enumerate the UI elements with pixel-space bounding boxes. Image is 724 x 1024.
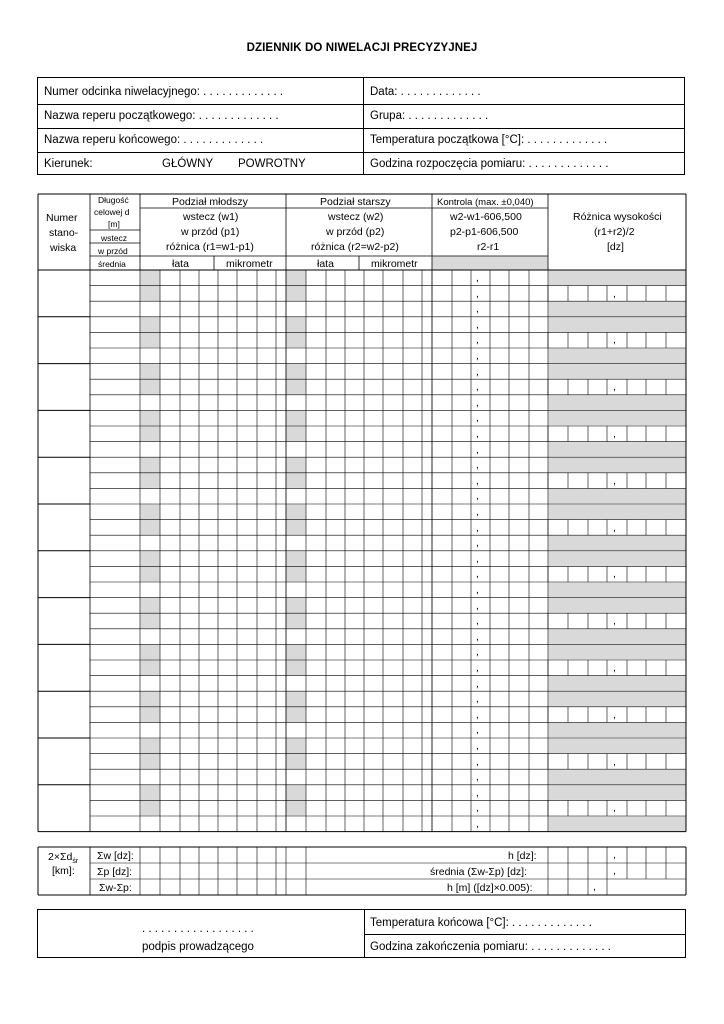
starszy-roznica: różnica (r2=w2-p2)	[311, 241, 399, 253]
kontrola-header: Kontrola (max. ±0,040)	[437, 197, 534, 208]
comma-marker: ,	[613, 865, 616, 877]
dlugosc-header-2: celowej d	[94, 207, 130, 217]
shaded-cell	[549, 692, 686, 707]
numer-header-3: wiska	[50, 242, 77, 254]
srednia-sum-label: średnia (Σw-Σp) [dz]:	[430, 866, 528, 878]
reper-poczatkowy-field[interactable]: Nazwa reperu początkowego: . . . . . . . . . . . . .	[44, 110, 279, 122]
temperatura-poczatkowa-field[interactable]: Temperatura początkowa [°C]: . . . . . . . . . . . . .	[370, 134, 608, 146]
comma-marker: ,	[476, 630, 479, 643]
comma-marker: ,	[476, 443, 479, 456]
comma-marker: ,	[613, 708, 616, 721]
reper-koncowy-field[interactable]: Nazwa reperu końcowego: . . . . . . . . . . . . .	[44, 134, 264, 146]
signature-dots[interactable]: . . . . . . . . . . . . . . . . . .	[142, 923, 254, 935]
shaded-cell	[141, 629, 286, 644]
godzina-rozpoczecia-field[interactable]: Godzina rozpoczęcia pomiaru: . . . . . . . . . . . . .	[370, 158, 609, 170]
shaded-cell	[549, 598, 686, 613]
shaded-cell	[549, 739, 686, 754]
roznica-unit: [dz]	[607, 241, 624, 253]
shaded-cell	[141, 676, 286, 691]
comma-marker: ,	[476, 615, 479, 628]
shaded-cell	[549, 676, 686, 691]
comma-marker: ,	[476, 318, 479, 331]
swsp-label: Σw-Σp:	[99, 882, 132, 894]
hm-label: h [m] ([dz]×0.005):	[447, 882, 533, 894]
shaded-cell	[549, 271, 686, 286]
comma-marker: ,	[613, 849, 616, 861]
comma-marker: ,	[613, 521, 616, 534]
mlodszy-header: Podział młodszy	[172, 196, 248, 208]
starszy-wstecz: wstecz (w2)	[328, 211, 384, 223]
shaded-cell	[549, 770, 686, 785]
comma-marker: ,	[593, 881, 596, 893]
shaded-cell	[549, 785, 686, 800]
kontrola-r: r2-r1	[477, 241, 500, 253]
dlugosc-header: Długość	[98, 195, 129, 205]
godzina-zakonczenia-field[interactable]: Godzina zakończenia pomiaru: . . . . . . . . . . . . .	[370, 941, 611, 953]
footer-box	[37, 909, 686, 958]
starszy-mikrometr: mikrometr	[371, 258, 418, 270]
comma-marker: ,	[613, 381, 616, 394]
w-przod-label: w przód	[98, 246, 128, 256]
shaded-cell	[141, 395, 286, 410]
shaded-cell	[549, 817, 686, 832]
comma-marker: ,	[476, 646, 479, 659]
comma-marker: ,	[476, 490, 479, 503]
comma-marker: ,	[476, 396, 479, 409]
temperatura-koncowa-field[interactable]: Temperatura końcowa [°C]: . . . . . . . . . . . . .	[370, 917, 592, 929]
starszy-lata: łata	[317, 258, 334, 270]
shaded-cell	[549, 364, 686, 379]
comma-marker: ,	[613, 755, 616, 768]
kontrola-w: w2-w1-606,500	[450, 211, 522, 223]
comma-marker: ,	[476, 802, 479, 815]
numer-header-2: stano-	[49, 227, 79, 239]
shaded-cell	[549, 302, 686, 317]
comma-marker: ,	[476, 693, 479, 706]
comma-marker: ,	[476, 428, 479, 440]
comma-marker: ,	[613, 662, 616, 674]
shaded-cell	[141, 770, 286, 785]
shaded-cell	[141, 302, 286, 317]
shaded-cell	[549, 629, 686, 644]
mlodszy-mikrometr: mikrometr	[226, 258, 273, 270]
comma-marker: ,	[476, 818, 479, 830]
comma-marker: ,	[476, 755, 479, 768]
h-label: h [dz]:	[508, 850, 537, 862]
starszy-przod: w przód (p2)	[326, 226, 385, 238]
comma-marker: ,	[476, 724, 479, 737]
comma-marker: ,	[476, 381, 479, 394]
comma-marker: ,	[476, 303, 479, 316]
comma-marker: ,	[476, 708, 479, 721]
comma-marker: ,	[476, 740, 479, 752]
shaded-cell	[549, 723, 686, 738]
shaded-cell	[141, 442, 286, 457]
shaded-cell	[549, 317, 686, 332]
page-title: DZIENNIK DO NIWELACJI PRECYZYJNEJ	[246, 42, 478, 54]
shaded-cell	[141, 536, 286, 551]
shaded-cell	[141, 489, 286, 504]
shaded-cell	[141, 723, 286, 738]
shaded-cell	[549, 645, 686, 660]
comma-marker: ,	[476, 552, 479, 565]
comma-marker: ,	[476, 786, 479, 799]
mlodszy-lata: łata	[172, 258, 189, 270]
dlugosc-header-3: [m]	[108, 219, 120, 229]
comma-marker: ,	[476, 506, 479, 518]
comma-marker: ,	[613, 474, 616, 487]
comma-marker: ,	[476, 568, 479, 581]
shaded-cell	[141, 349, 286, 364]
mlodszy-wstecz: wstecz (w1)	[183, 211, 239, 223]
sum-d-label: $2\times\Sigma d_{śr}$	[48, 851, 79, 866]
numer-odcinka-field[interactable]: Numer odcinka niwelacyjnego: . . . . . . . . . . . . .	[44, 86, 284, 98]
shaded-cell	[141, 817, 286, 832]
mlodszy-przod: w przód (p1)	[181, 226, 240, 238]
starszy-header: Podział starszy	[320, 196, 391, 208]
comma-marker: ,	[613, 802, 616, 815]
comma-marker: ,	[613, 568, 616, 581]
comma-marker: ,	[476, 272, 479, 284]
comma-marker: ,	[476, 537, 479, 550]
grupa-field[interactable]: Grupa: . . . . . . . . . . . . .	[370, 110, 489, 122]
comma-marker: ,	[476, 459, 479, 472]
comma-marker: ,	[476, 412, 479, 425]
comma-marker: ,	[613, 428, 616, 440]
sp-label: Σp [dz]:	[97, 866, 133, 878]
wstecz-label: wstecz	[101, 233, 127, 243]
shaded-cell	[549, 583, 686, 598]
comma-marker: ,	[476, 350, 479, 362]
shaded-cell	[549, 349, 686, 364]
shaded-cell	[549, 536, 686, 551]
kierunek-glowny-option[interactable]: GŁÓWNY	[162, 158, 214, 170]
comma-marker: ,	[476, 334, 479, 347]
shaded-cell	[549, 551, 686, 566]
podpis-label: podpis prowadzącego	[142, 941, 254, 953]
shaded-cell	[549, 458, 686, 473]
roznica-formula: (r1+r2)/2	[594, 226, 635, 238]
kierunek-powrotny-option[interactable]: POWROTNY	[238, 158, 306, 170]
shaded-cell	[549, 442, 686, 457]
comma-marker: ,	[476, 599, 479, 612]
shaded-cell	[549, 505, 686, 520]
shaded-cell	[549, 489, 686, 504]
comma-marker: ,	[476, 521, 479, 534]
shaded-cell	[141, 583, 286, 598]
mlodszy-roznica: różnica (r1=w1-p1)	[166, 241, 254, 253]
numer-header: Numer	[46, 212, 78, 224]
comma-marker: ,	[476, 474, 479, 487]
srednia-label: średnia	[98, 259, 126, 269]
kierunek-label: Kierunek:	[44, 158, 93, 170]
kontrola-p: p2-p1-606,500	[450, 226, 519, 238]
comma-marker: ,	[613, 615, 616, 628]
km-label: [km]:	[52, 865, 75, 877]
shaded-cell	[549, 395, 686, 410]
comma-marker: ,	[476, 662, 479, 674]
comma-marker: ,	[476, 287, 479, 300]
comma-marker: ,	[476, 584, 479, 596]
roznica-header: Różnica wysokości	[573, 211, 662, 223]
comma-marker: ,	[613, 287, 616, 300]
sw-label: Σw [dz]:	[97, 850, 134, 862]
comma-marker: ,	[476, 771, 479, 784]
comma-marker: ,	[613, 334, 616, 347]
data-field[interactable]: Data: . . . . . . . . . . . . .	[370, 86, 481, 98]
comma-marker: ,	[476, 677, 479, 690]
shaded-cell	[433, 257, 548, 270]
comma-marker: ,	[476, 365, 479, 378]
shaded-cell	[549, 411, 686, 426]
